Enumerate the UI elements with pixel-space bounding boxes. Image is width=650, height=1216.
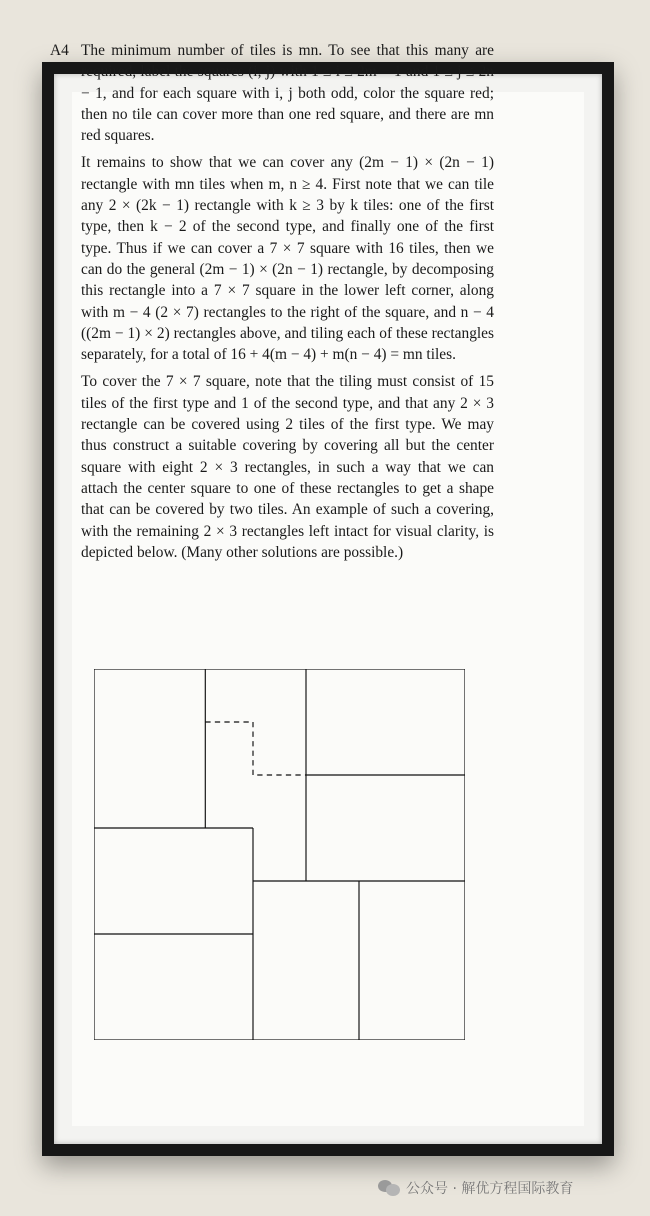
paragraph-3 [50,371,494,563]
paragraph-3-text: To cover the 7 × 7 square, note that the tiling must consist of 15 tiles of the first type and 1 of the second type, and that any 2 × 3 rectangle can be covered using 2 tiles of the first type. We may thus construct a suitable covering by covering all but the center square with eight 2 × 3 rectangles, in such a way that we can attach the center square to one of these rectangles to get a shape that can be covered by two tiles. An example of such a covering, with the remaining 2 × 3 rectangles left intact for visual clarity, is depicted below. (Many other solutions are possible.) [81,373,494,561]
watermark-text: 公众号 · 解优方程国际教育 [406,1181,574,1197]
watermark [378,1178,573,1198]
paragraph-2 [50,152,494,365]
paragraph-1 [50,40,494,146]
wechat-icon [378,1180,400,1196]
paragraph-2-text: It remains to show that we can cover any (2m − 1) × (2n − 1) rectangle with mn tiles when m, n ≥ 4. First note that we can tile any 2 × (2k − 1) rectangle with k ≥ 3 by k tiles: one of the first type, then k − 2 of the second type, and finally one of the first type. Thus if we can cover a 7 × 7 square with 16 tiles, then we can do the general (2m − 1) × (2n − 1) rectangle, by decomposing this rectangle into a 7 × 7 square in the lower left corner, along with m − 4 (2 × 7) rectangles to the right of the square, and n − 4 ((2m − 1) × 2) rectangles above, and tiling each of these rectangles separately, for a total of 16 + 4(m − 4) + m(n − 4) = mn tiles. [81,154,494,364]
tiling-diagram [94,669,465,1040]
paragraph-1-text: The minimum number of tiles is mn. To see that this many are required, label the squares (i, j) with 1 ≤ i ≤ 2m − 1 and 1 ≤ j ≤ 2n − 1, and for each square with i, j both odd, color the square red; then no tile can cover more than one red square, and there are mn red squares. [81,42,494,145]
outer-square [94,669,465,1040]
solution-text [50,40,494,569]
dashed-center-outline [205,722,306,775]
problem-label: A4 [50,42,69,59]
